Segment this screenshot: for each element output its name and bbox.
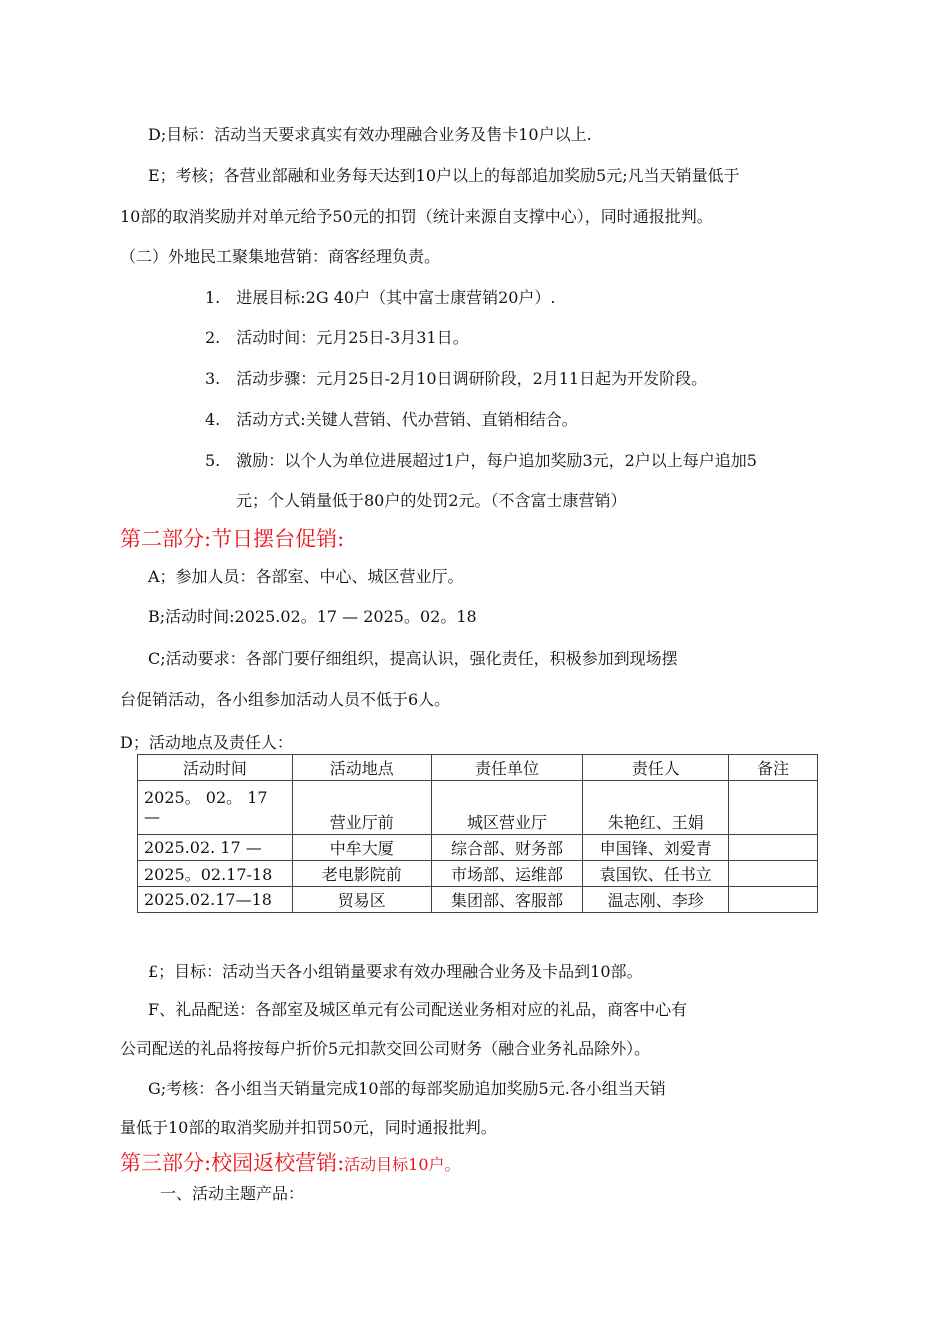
table-row (138, 781, 818, 835)
cell-place: 营业厅前 (292, 781, 431, 835)
cell-place: 贸易区 (292, 887, 431, 913)
participants-a: A；参加人员：各部室、中心、城区营业厅。 (148, 567, 464, 586)
list-item: 3. 活动步骤：元月25日-2月10日调研阶段，2月11日起为开发阶段。 (205, 369, 708, 388)
cell-time: 2025.02.17—18 (138, 887, 293, 913)
cell-note (729, 887, 818, 913)
schedule-table (137, 754, 818, 913)
header-person: 责任人 (583, 755, 729, 781)
part-three-heading (120, 1150, 461, 1178)
cell-unit: 综合部、财务部 (431, 835, 583, 861)
cell-note (729, 835, 818, 861)
cell-unit: 集团部、客服部 (431, 887, 583, 913)
table-row (138, 887, 818, 913)
part-two-heading: 第二部分:节日摆台促销: (120, 527, 345, 551)
cell-time-line1: 2025。 02。 17 (144, 788, 268, 807)
requirements-c-line1: C;活动要求：各部门要仔细组织，提高认识，强化责任，积极参加到现场摆 (148, 649, 678, 668)
cell-time: 2025.02. 17 — (138, 835, 293, 861)
cell-person: 温志刚、李珍 (583, 887, 729, 913)
assess-g-line2: 量低于10部的取消奖励并扣罚50元，同时通报批判。 (120, 1118, 497, 1137)
cell-time (138, 781, 293, 835)
goal-e: £；目标：活动当天各小组销量要求有效办理融合业务及卡品到10部。 (148, 962, 643, 981)
cell-time: 2025。02.17-18 (138, 861, 293, 887)
gifts-f-line1: F、礼品配送：各部室及城区单元有公司配送业务相对应的礼品，商客中心有 (148, 1000, 688, 1019)
header-place: 活动地点 (292, 755, 431, 781)
header-time: 活动时间 (138, 755, 293, 781)
gifts-f-line2: 公司配送的礼品将按每户折价5元扣款交回公司财务（融合业务礼品除外）。 (120, 1039, 651, 1058)
list-item: 1. 进展目标:2G 40户（其中富士康营销20户）. (205, 288, 556, 307)
cell-note (729, 861, 818, 887)
header-unit: 责任单位 (431, 755, 583, 781)
table-row (138, 861, 818, 887)
table-row (138, 835, 818, 861)
cell-time-line2: — (144, 807, 160, 826)
requirements-c-line2: 台促销活动，各小组参加活动人员不低于6人。 (120, 690, 451, 709)
activity-time-b: B;活动时间:2025.02。17 — 2025。02。18 (148, 607, 477, 626)
part-three-goal: 活动目标10户。 (344, 1155, 461, 1174)
part-three-title: 第三部分:校园返校营销: (120, 1151, 345, 1175)
cell-unit: 城区营业厅 (431, 781, 583, 835)
list-item: 2. 活动时间：元月25日-3月31日。 (205, 328, 469, 347)
list-item-continuation: 元；个人销量低于80户的处罚2元。（不含富士康营销） (236, 491, 627, 510)
cell-place: 中牟大厦 (292, 835, 431, 861)
assess-g-line1: G;考核：各小组当天销量完成10部的每部奖励追加奖励5元.各小组当天销 (148, 1079, 666, 1098)
cell-person: 朱艳红、王娟 (583, 781, 729, 835)
subsection-title: 一、活动主题产品： (160, 1184, 305, 1203)
list-item: 5. 激励：以个人为单位进展超过1户，每户追加奖励3元，2户以上每户追加5 (205, 451, 757, 470)
goal-d: D;目标：活动当天要求真实有效办理融合业务及售卡10户以上. (148, 125, 592, 144)
assess-e-line1: E；考核；各营业部融和业务每天达到10户以上的每部追加奖励5元;凡当天销量低于 (148, 166, 740, 185)
header-note: 备注 (729, 755, 818, 781)
table-header-row (138, 755, 818, 781)
cell-place: 老电影院前 (292, 861, 431, 887)
list-item: 4. 活动方式:关键人营销、代办营销、直销相结合。 (205, 410, 578, 429)
section-two-title: （二）外地民工聚集地营销：商客经理负责。 (120, 247, 441, 266)
assess-e-line2: 10部的取消奖励并对单元给予50元的扣罚（统计来源自支撑中心），同时通报批判。 (120, 207, 713, 226)
cell-note (729, 781, 818, 835)
cell-person: 申国锋、刘爱青 (583, 835, 729, 861)
cell-unit: 市场部、运维部 (431, 861, 583, 887)
location-d: D；活动地点及责任人： (120, 733, 293, 752)
cell-person: 袁国钦、任书立 (583, 861, 729, 887)
